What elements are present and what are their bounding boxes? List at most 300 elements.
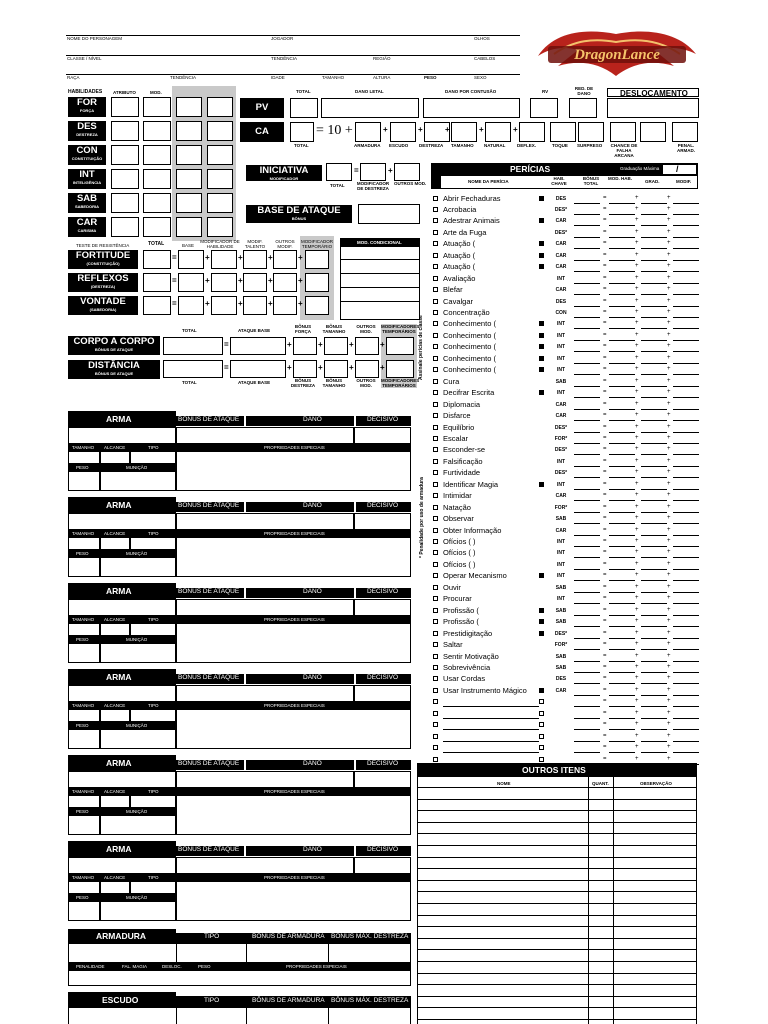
weapon-attack-input[interactable] xyxy=(176,685,354,702)
other-item-row[interactable] xyxy=(417,811,697,823)
shield-name-input[interactable] xyxy=(68,1007,411,1024)
skill-total-input[interactable] xyxy=(574,638,600,639)
melee-size-input[interactable] xyxy=(324,337,348,355)
skill-total-input[interactable] xyxy=(574,649,600,650)
skill-misc-input[interactable] xyxy=(673,351,699,352)
skill-misc-input[interactable] xyxy=(673,432,699,433)
hp-total-input[interactable] xyxy=(290,98,318,118)
skill-ranks-input[interactable] xyxy=(641,718,667,719)
skill-ranks-input[interactable] xyxy=(641,592,667,593)
skill-misc-input[interactable] xyxy=(673,386,699,387)
save-base-input[interactable] xyxy=(178,296,204,315)
skill-ranks-input[interactable] xyxy=(641,317,667,318)
weapon-size-input[interactable] xyxy=(68,795,100,808)
skill-ranks-input[interactable] xyxy=(641,557,667,558)
custom-skill-name-input[interactable] xyxy=(443,741,539,742)
skill-ranks-input[interactable] xyxy=(641,214,667,215)
ability-temp-input[interactable] xyxy=(176,193,202,213)
weapon-special-input[interactable] xyxy=(176,709,411,749)
ability-temp-mod-input[interactable] xyxy=(207,121,233,141)
weapon-type-input[interactable] xyxy=(130,709,176,722)
skill-total-input[interactable] xyxy=(574,729,600,730)
skill-ranks-input[interactable] xyxy=(641,489,667,490)
skill-misc-input[interactable] xyxy=(673,512,699,513)
skill-ranks-input[interactable] xyxy=(641,580,667,581)
class-skill-checkbox[interactable] xyxy=(433,470,438,475)
skill-abmod-input[interactable] xyxy=(609,397,635,398)
class-skill-checkbox[interactable] xyxy=(433,688,438,693)
weapon-type-input[interactable] xyxy=(130,881,176,894)
weapon-name-input[interactable] xyxy=(68,685,176,702)
skill-misc-input[interactable] xyxy=(673,340,699,341)
skill-total-input[interactable] xyxy=(574,443,600,444)
skill-ranks-input[interactable] xyxy=(641,409,667,410)
custom-skill-name-input[interactable] xyxy=(443,706,539,707)
skill-ranks-input[interactable] xyxy=(641,523,667,524)
skill-misc-input[interactable] xyxy=(673,317,699,318)
weapon-special-input[interactable] xyxy=(176,795,411,835)
skill-ranks-input[interactable] xyxy=(641,569,667,570)
weapon-size-input[interactable] xyxy=(68,623,100,636)
class-skill-checkbox[interactable] xyxy=(433,321,438,326)
class-skill-checkbox[interactable] xyxy=(433,745,438,750)
ability-score-input[interactable] xyxy=(111,97,139,117)
skill-abmod-input[interactable] xyxy=(609,557,635,558)
other-item-row[interactable] xyxy=(417,892,697,904)
weapon-range-input[interactable] xyxy=(100,881,130,894)
skill-total-input[interactable] xyxy=(574,535,600,536)
skill-abmod-input[interactable] xyxy=(609,432,635,433)
max-ranks-input[interactable] xyxy=(662,164,697,175)
weapon-size-input[interactable] xyxy=(68,537,100,550)
ranged-dex-input[interactable] xyxy=(293,360,317,378)
skill-abmod-input[interactable] xyxy=(609,683,635,684)
class-skill-checkbox[interactable] xyxy=(433,264,438,269)
skill-total-input[interactable] xyxy=(574,683,600,684)
save-feat-input[interactable] xyxy=(243,250,267,269)
ac-touch-input[interactable] xyxy=(550,122,576,142)
class-skill-checkbox[interactable] xyxy=(433,505,438,510)
skill-total-input[interactable] xyxy=(574,397,600,398)
skill-abmod-input[interactable] xyxy=(609,386,635,387)
skill-ranks-input[interactable] xyxy=(641,535,667,536)
class-skill-checkbox[interactable] xyxy=(433,482,438,487)
ability-score-input[interactable] xyxy=(111,217,139,237)
conditional-mod-box[interactable] xyxy=(340,238,420,320)
skill-total-input[interactable] xyxy=(574,328,600,329)
other-item-row[interactable] xyxy=(417,916,697,928)
class-skill-checkbox[interactable] xyxy=(433,207,438,212)
skill-total-input[interactable] xyxy=(574,340,600,341)
ac-size-input[interactable] xyxy=(451,122,477,142)
skill-ranks-input[interactable] xyxy=(641,328,667,329)
other-item-row[interactable] xyxy=(417,800,697,812)
weapon-ammo-input[interactable] xyxy=(100,643,176,663)
skill-abmod-input[interactable] xyxy=(609,718,635,719)
skill-misc-input[interactable] xyxy=(673,535,699,536)
skill-abmod-input[interactable] xyxy=(609,523,635,524)
skill-misc-input[interactable] xyxy=(673,260,699,261)
skill-total-input[interactable] xyxy=(574,546,600,547)
skill-abmod-input[interactable] xyxy=(609,374,635,375)
skill-ranks-input[interactable] xyxy=(641,512,667,513)
class-skill-checkbox[interactable] xyxy=(433,218,438,223)
skill-total-input[interactable] xyxy=(574,695,600,696)
skill-total-input[interactable] xyxy=(574,592,600,593)
hp-rv-input[interactable] xyxy=(530,98,558,118)
skill-misc-input[interactable] xyxy=(673,477,699,478)
skill-total-input[interactable] xyxy=(574,225,600,226)
skill-abmod-input[interactable] xyxy=(609,535,635,536)
skill-abmod-input[interactable] xyxy=(609,271,635,272)
hp-nonlethal-input[interactable] xyxy=(423,98,520,118)
skill-ranks-input[interactable] xyxy=(641,283,667,284)
skill-ranks-input[interactable] xyxy=(641,340,667,341)
skill-total-input[interactable] xyxy=(574,271,600,272)
ability-mod-input[interactable] xyxy=(143,97,171,117)
skill-misc-input[interactable] xyxy=(673,557,699,558)
ability-mod-input[interactable] xyxy=(143,145,171,165)
custom-skill-name-input[interactable] xyxy=(443,729,539,730)
skill-abmod-input[interactable] xyxy=(609,706,635,707)
skill-total-input[interactable] xyxy=(574,351,600,352)
skill-total-input[interactable] xyxy=(574,248,600,249)
class-skill-checkbox[interactable] xyxy=(433,608,438,613)
save-temp-input[interactable] xyxy=(305,273,329,292)
class-skill-checkbox[interactable] xyxy=(433,699,438,704)
class-skill-checkbox[interactable] xyxy=(433,516,438,521)
weapon-special-input[interactable] xyxy=(176,623,411,663)
skill-abmod-input[interactable] xyxy=(609,626,635,627)
weapon-weight-input[interactable] xyxy=(68,729,100,749)
ability-score-input[interactable] xyxy=(111,169,139,189)
ability-temp-mod-input[interactable] xyxy=(207,169,233,189)
base-attack-input[interactable] xyxy=(358,204,420,224)
class-skill-checkbox[interactable] xyxy=(433,276,438,281)
skill-total-input[interactable] xyxy=(574,752,600,753)
skill-ranks-input[interactable] xyxy=(641,626,667,627)
skill-misc-input[interactable] xyxy=(673,328,699,329)
custom-skill-checkbox[interactable] xyxy=(539,745,544,750)
ability-temp-mod-input[interactable] xyxy=(207,217,233,237)
ability-score-input[interactable] xyxy=(111,145,139,165)
skill-abmod-input[interactable] xyxy=(609,248,635,249)
weapon-ammo-input[interactable] xyxy=(100,557,176,577)
skill-total-input[interactable] xyxy=(574,317,600,318)
skill-misc-input[interactable] xyxy=(673,225,699,226)
weapon-weight-input[interactable] xyxy=(68,557,100,577)
skill-ranks-input[interactable] xyxy=(641,603,667,604)
skill-total-input[interactable] xyxy=(574,432,600,433)
skill-misc-input[interactable] xyxy=(673,695,699,696)
class-skill-checkbox[interactable] xyxy=(433,413,438,418)
class-skill-checkbox[interactable] xyxy=(433,711,438,716)
ac-armor-penalty-input[interactable] xyxy=(640,122,666,142)
weapon-size-input[interactable] xyxy=(68,709,100,722)
ranged-total-input[interactable] xyxy=(163,360,223,378)
skill-misc-input[interactable] xyxy=(673,672,699,673)
ability-mod-input[interactable] xyxy=(143,121,171,141)
skill-abmod-input[interactable] xyxy=(609,752,635,753)
save-other-input[interactable] xyxy=(273,250,297,269)
class-skill-checkbox[interactable] xyxy=(433,734,438,739)
skill-ranks-input[interactable] xyxy=(641,546,667,547)
skill-misc-input[interactable] xyxy=(673,374,699,375)
other-item-row[interactable] xyxy=(417,904,697,916)
class-skill-checkbox[interactable] xyxy=(433,230,438,235)
ability-temp-mod-input[interactable] xyxy=(207,97,233,117)
weapon-range-input[interactable] xyxy=(100,451,130,464)
skill-ranks-input[interactable] xyxy=(641,454,667,455)
skill-misc-input[interactable] xyxy=(673,661,699,662)
class-skill-checkbox[interactable] xyxy=(433,493,438,498)
skill-ranks-input[interactable] xyxy=(641,363,667,364)
skill-abmod-input[interactable] xyxy=(609,237,635,238)
initiative-dex-input[interactable] xyxy=(360,163,386,181)
class-skill-checkbox[interactable] xyxy=(433,299,438,304)
class-skill-checkbox[interactable] xyxy=(433,287,438,292)
skill-misc-input[interactable] xyxy=(673,752,699,753)
skill-total-input[interactable] xyxy=(574,580,600,581)
weapon-weight-input[interactable] xyxy=(68,471,100,491)
custom-skill-checkbox[interactable] xyxy=(539,711,544,716)
class-skill-checkbox[interactable] xyxy=(433,425,438,430)
skill-misc-input[interactable] xyxy=(673,363,699,364)
skill-misc-input[interactable] xyxy=(673,214,699,215)
skill-misc-input[interactable] xyxy=(673,283,699,284)
weapon-type-input[interactable] xyxy=(130,623,176,636)
skill-misc-input[interactable] xyxy=(673,443,699,444)
ac-flatfooted-input[interactable] xyxy=(578,122,604,142)
skill-abmod-input[interactable] xyxy=(609,214,635,215)
class-skill-checkbox[interactable] xyxy=(433,631,438,636)
weapon-ammo-input[interactable] xyxy=(100,815,176,835)
skill-misc-input[interactable] xyxy=(673,409,699,410)
other-item-row[interactable] xyxy=(417,788,697,800)
ac-extra-input[interactable] xyxy=(672,122,698,142)
skill-ranks-input[interactable] xyxy=(641,260,667,261)
class-skill-checkbox[interactable] xyxy=(433,379,438,384)
skill-abmod-input[interactable] xyxy=(609,729,635,730)
skill-total-input[interactable] xyxy=(574,454,600,455)
weapon-special-input[interactable] xyxy=(176,451,411,491)
ac-armor-input[interactable] xyxy=(355,122,381,142)
weapon-size-input[interactable] xyxy=(68,451,100,464)
skill-ranks-input[interactable] xyxy=(641,420,667,421)
skill-total-input[interactable] xyxy=(574,557,600,558)
skill-misc-input[interactable] xyxy=(673,454,699,455)
skill-misc-input[interactable] xyxy=(673,592,699,593)
skill-misc-input[interactable] xyxy=(673,615,699,616)
class-skill-checkbox[interactable] xyxy=(433,253,438,258)
ability-temp-input[interactable] xyxy=(176,169,202,189)
ac-total-input[interactable] xyxy=(290,122,314,142)
melee-other-input[interactable] xyxy=(355,337,379,355)
hp-lethal-input[interactable] xyxy=(321,98,419,118)
skill-total-input[interactable] xyxy=(574,512,600,513)
skill-ranks-input[interactable] xyxy=(641,638,667,639)
skill-misc-input[interactable] xyxy=(673,706,699,707)
ranged-other-input[interactable] xyxy=(355,360,379,378)
ability-temp-mod-input[interactable] xyxy=(207,193,233,213)
skill-total-input[interactable] xyxy=(574,706,600,707)
other-item-row[interactable] xyxy=(417,869,697,881)
skill-total-input[interactable] xyxy=(574,260,600,261)
ability-temp-input[interactable] xyxy=(176,97,202,117)
other-item-row[interactable] xyxy=(417,881,697,893)
class-skill-checkbox[interactable] xyxy=(433,619,438,624)
melee-temp-input[interactable] xyxy=(386,337,414,355)
weapon-special-input[interactable] xyxy=(176,537,411,577)
weapon-critical-input[interactable] xyxy=(354,427,411,444)
ability-mod-input[interactable] xyxy=(143,193,171,213)
skill-total-input[interactable] xyxy=(574,741,600,742)
skill-total-input[interactable] xyxy=(574,306,600,307)
ability-temp-mod-input[interactable] xyxy=(207,145,233,165)
skill-ranks-input[interactable] xyxy=(641,695,667,696)
weapon-ammo-input[interactable] xyxy=(100,729,176,749)
save-temp-input[interactable] xyxy=(305,296,329,315)
skill-abmod-input[interactable] xyxy=(609,661,635,662)
skill-misc-input[interactable] xyxy=(673,397,699,398)
skill-misc-input[interactable] xyxy=(673,248,699,249)
class-skill-checkbox[interactable] xyxy=(433,436,438,441)
weapon-attack-input[interactable] xyxy=(176,427,354,444)
skill-abmod-input[interactable] xyxy=(609,512,635,513)
weapon-range-input[interactable] xyxy=(100,709,130,722)
skill-misc-input[interactable] xyxy=(673,420,699,421)
ability-temp-input[interactable] xyxy=(176,217,202,237)
other-item-row[interactable] xyxy=(417,1008,697,1020)
skill-abmod-input[interactable] xyxy=(609,420,635,421)
skill-ranks-input[interactable] xyxy=(641,397,667,398)
ability-mod-input[interactable] xyxy=(143,169,171,189)
speed-input[interactable] xyxy=(607,98,699,118)
skill-ranks-input[interactable] xyxy=(641,615,667,616)
class-skill-checkbox[interactable] xyxy=(433,585,438,590)
skill-abmod-input[interactable] xyxy=(609,695,635,696)
skill-total-input[interactable] xyxy=(574,374,600,375)
weapon-ammo-input[interactable] xyxy=(100,471,176,491)
skill-abmod-input[interactable] xyxy=(609,592,635,593)
ranged-temp-input[interactable] xyxy=(386,360,414,378)
skill-misc-input[interactable] xyxy=(673,203,699,204)
skill-total-input[interactable] xyxy=(574,386,600,387)
skill-ranks-input[interactable] xyxy=(641,683,667,684)
skill-abmod-input[interactable] xyxy=(609,306,635,307)
save-base-input[interactable] xyxy=(178,273,204,292)
save-ability-input[interactable] xyxy=(211,296,237,315)
skill-misc-input[interactable] xyxy=(673,466,699,467)
class-skill-checkbox[interactable] xyxy=(433,356,438,361)
skill-ranks-input[interactable] xyxy=(641,649,667,650)
other-item-row[interactable] xyxy=(417,974,697,986)
skill-misc-input[interactable] xyxy=(673,569,699,570)
skill-abmod-input[interactable] xyxy=(609,477,635,478)
skill-abmod-input[interactable] xyxy=(609,283,635,284)
melee-str-input[interactable] xyxy=(293,337,317,355)
skill-misc-input[interactable] xyxy=(673,523,699,524)
other-item-row[interactable] xyxy=(417,927,697,939)
skill-ranks-input[interactable] xyxy=(641,661,667,662)
initiative-total-input[interactable] xyxy=(326,163,352,181)
skill-ranks-input[interactable] xyxy=(641,443,667,444)
skill-abmod-input[interactable] xyxy=(609,638,635,639)
class-skill-checkbox[interactable] xyxy=(433,642,438,647)
class-skill-checkbox[interactable] xyxy=(433,757,438,762)
skill-misc-input[interactable] xyxy=(673,489,699,490)
other-item-row[interactable] xyxy=(417,997,697,1009)
skill-total-input[interactable] xyxy=(574,523,600,524)
skill-ranks-input[interactable] xyxy=(641,237,667,238)
other-item-row[interactable] xyxy=(417,939,697,951)
weapon-name-input[interactable] xyxy=(68,513,176,530)
melee-total-input[interactable] xyxy=(163,337,223,355)
custom-skill-checkbox[interactable] xyxy=(539,757,544,762)
other-item-row[interactable] xyxy=(417,858,697,870)
skill-misc-input[interactable] xyxy=(673,649,699,650)
skill-abmod-input[interactable] xyxy=(609,203,635,204)
weapon-range-input[interactable] xyxy=(100,537,130,550)
weapon-size-input[interactable] xyxy=(68,881,100,894)
other-item-row[interactable] xyxy=(417,950,697,962)
weapon-name-input[interactable] xyxy=(68,599,176,616)
class-skill-checkbox[interactable] xyxy=(433,573,438,578)
class-skill-checkbox[interactable] xyxy=(433,390,438,395)
skill-abmod-input[interactable] xyxy=(609,317,635,318)
skill-ranks-input[interactable] xyxy=(641,374,667,375)
skill-total-input[interactable] xyxy=(574,661,600,662)
skill-total-input[interactable] xyxy=(574,237,600,238)
save-other-input[interactable] xyxy=(273,296,297,315)
skill-misc-input[interactable] xyxy=(673,741,699,742)
class-skill-checkbox[interactable] xyxy=(433,654,438,659)
custom-skill-checkbox[interactable] xyxy=(539,722,544,727)
weapon-attack-input[interactable] xyxy=(176,599,354,616)
hp-dr-input[interactable] xyxy=(569,98,597,118)
class-skill-checkbox[interactable] xyxy=(433,539,438,544)
weapon-attack-input[interactable] xyxy=(176,857,354,874)
ac-arcane-failure-input[interactable] xyxy=(610,122,636,142)
weapon-weight-input[interactable] xyxy=(68,643,100,663)
skill-misc-input[interactable] xyxy=(673,306,699,307)
skill-abmod-input[interactable] xyxy=(609,363,635,364)
class-skill-checkbox[interactable] xyxy=(433,596,438,601)
class-skill-checkbox[interactable] xyxy=(433,459,438,464)
class-skill-checkbox[interactable] xyxy=(433,722,438,727)
skill-abmod-input[interactable] xyxy=(609,649,635,650)
custom-skill-name-input[interactable] xyxy=(443,752,539,753)
ability-score-input[interactable] xyxy=(111,121,139,141)
class-skill-checkbox[interactable] xyxy=(433,310,438,315)
weapon-name-input[interactable] xyxy=(68,771,176,788)
skill-abmod-input[interactable] xyxy=(609,351,635,352)
ac-shield-input[interactable] xyxy=(390,122,416,142)
skill-total-input[interactable] xyxy=(574,718,600,719)
skill-misc-input[interactable] xyxy=(673,294,699,295)
skill-abmod-input[interactable] xyxy=(609,500,635,501)
weapon-ammo-input[interactable] xyxy=(100,901,176,921)
weapon-attack-input[interactable] xyxy=(176,771,354,788)
skill-ranks-input[interactable] xyxy=(641,741,667,742)
skill-abmod-input[interactable] xyxy=(609,409,635,410)
custom-skill-checkbox[interactable] xyxy=(539,699,544,704)
skill-abmod-input[interactable] xyxy=(609,580,635,581)
skill-total-input[interactable] xyxy=(574,466,600,467)
class-skill-checkbox[interactable] xyxy=(433,402,438,407)
skill-misc-input[interactable] xyxy=(673,271,699,272)
skill-ranks-input[interactable] xyxy=(641,672,667,673)
